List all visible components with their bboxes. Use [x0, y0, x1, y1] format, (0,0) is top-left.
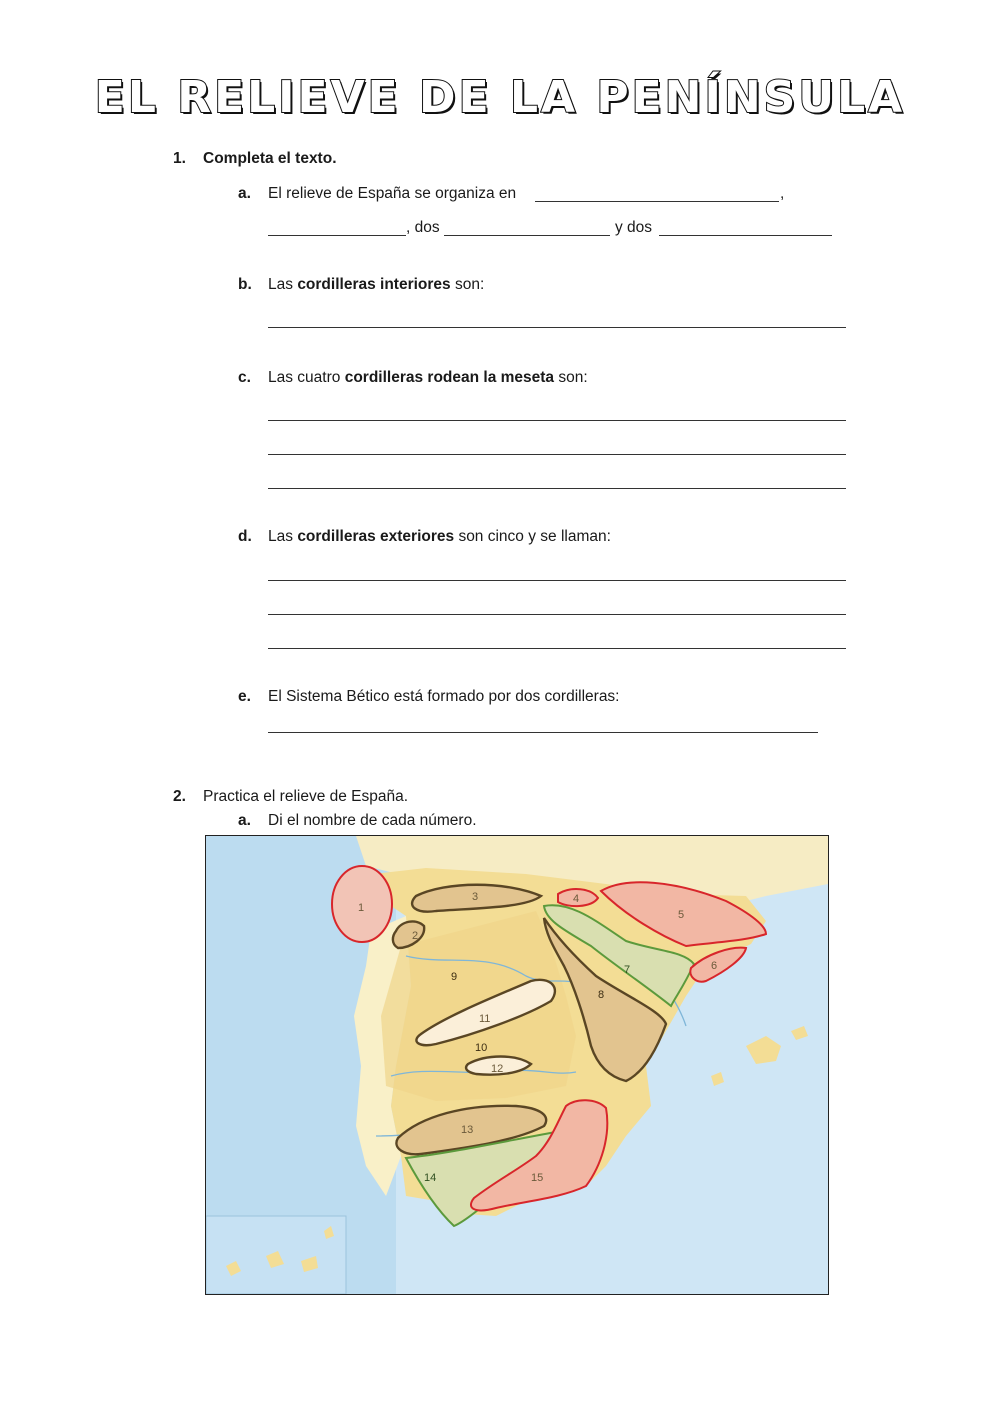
item-b-letter: b.	[238, 276, 252, 293]
blank-a3[interactable]	[444, 235, 610, 236]
item-2a-letter: a.	[238, 812, 251, 829]
map-label-10: 10	[475, 1042, 488, 1054]
map-label-4: 4	[573, 893, 580, 905]
blank-d1[interactable]	[268, 580, 846, 581]
item-d-text: Las cordilleras exteriores son cinco y se llaman:	[268, 528, 611, 545]
blank-c2[interactable]	[268, 454, 846, 455]
blank-e1[interactable]	[268, 732, 818, 733]
blank-c1[interactable]	[268, 420, 846, 421]
item-c-letter: c.	[238, 369, 251, 386]
map-label-12: 12	[491, 1063, 504, 1075]
map-label-7: 7	[624, 964, 631, 976]
question-1-heading: Completa el texto.	[203, 150, 337, 167]
map-label-3: 3	[472, 891, 479, 903]
blank-d3[interactable]	[268, 648, 846, 649]
map-label-8: 8	[598, 989, 605, 1001]
map-label-15: 15	[531, 1172, 544, 1184]
item-c-text: Las cuatro cordilleras rodean la meseta son:	[268, 369, 588, 386]
item-a-text: El relieve de España se organiza en	[268, 185, 517, 202]
item-a-comma: ,	[780, 185, 785, 202]
map-label-6: 6	[711, 960, 718, 972]
item-a-ydos: y dos	[615, 219, 653, 236]
item-b-text: Las cordilleras interiores son:	[268, 276, 485, 293]
page-title: EL RELIEVE DE LA PENÍNSULA	[94, 72, 906, 123]
question-1-number: 1.	[173, 150, 186, 167]
blank-a2[interactable]	[268, 235, 406, 236]
item-2a-text: Di el nombre de cada número.	[268, 812, 477, 829]
blank-a4[interactable]	[659, 235, 832, 236]
blank-a1[interactable]	[535, 201, 779, 202]
map-label-9: 9	[451, 971, 458, 983]
blank-c3[interactable]	[268, 488, 846, 489]
item-e-text: El Sistema Bético está formado por dos cordilleras:	[268, 688, 620, 705]
blank-d2[interactable]	[268, 614, 846, 615]
blank-b1[interactable]	[268, 327, 846, 328]
map-label-1: 1	[358, 902, 365, 914]
relief-map	[205, 835, 829, 1295]
item-a-letter: a.	[238, 185, 251, 202]
map-label-11: 11	[479, 1013, 491, 1025]
question-2-number: 2.	[173, 788, 186, 805]
map-label-14: 14	[424, 1172, 437, 1184]
item-a-dos: , dos	[406, 219, 440, 236]
map-label-2: 2	[412, 930, 419, 942]
question-2-heading: Practica el relieve de España.	[203, 788, 409, 805]
map-label-5: 5	[678, 909, 685, 921]
map-label-13: 13	[461, 1124, 474, 1136]
item-e-letter: e.	[238, 688, 251, 705]
item-d-letter: d.	[238, 528, 252, 545]
